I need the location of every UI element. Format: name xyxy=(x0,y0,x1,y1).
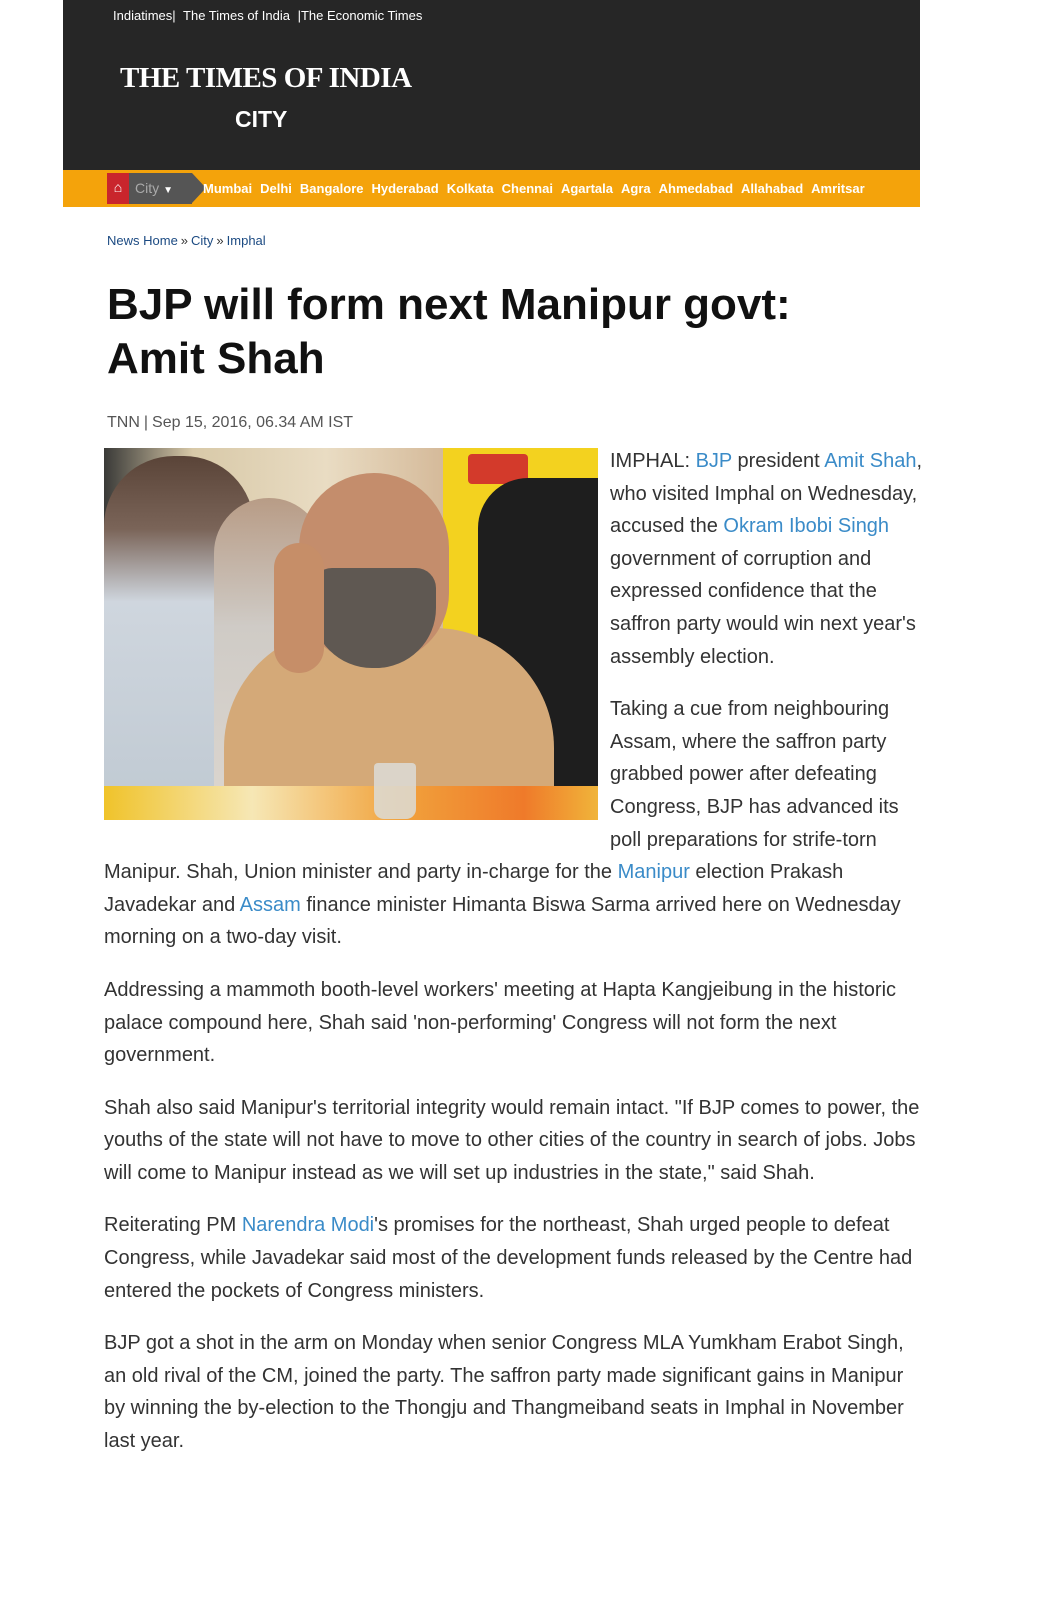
paragraph-4: Shah also said Manipur's territorial integrity would remain intact. "If BJP comes to power, the youths of the state will not have to move to other cities of the country in search of jobs. Jobs will come to Manipur instead as we will set up industries in the state," said Shah. xyxy=(104,1096,920,1184)
city-link-amritsar[interactable]: Amritsar xyxy=(811,181,865,196)
breadcrumb-city[interactable]: City xyxy=(191,233,214,248)
photo-flowers xyxy=(104,786,598,820)
city-link-delhi[interactable]: Delhi xyxy=(260,181,292,196)
article-title: BJP will form next Manipur govt: Amit Shah xyxy=(107,280,791,383)
text-span: IMPHAL: xyxy=(610,450,696,472)
breadcrumb-separator: » xyxy=(180,233,189,248)
city-link-bangalore[interactable]: Bangalore xyxy=(299,181,364,196)
article-photo[interactable] xyxy=(104,448,598,820)
city-dropdown-label: City xyxy=(135,180,160,196)
paragraph-5 xyxy=(104,1209,926,1307)
breadcrumb-imphal[interactable]: Imphal xyxy=(226,233,266,248)
paragraph-3: Addressing a mammoth booth-level workers' meeting at Hapta Kangjeibung in the historic palace compound here, Shah said 'non-performing' Congress will not form the next government. xyxy=(104,978,897,1067)
breadcrumb-separator: » xyxy=(216,233,224,248)
chevron-down-icon: ▼ xyxy=(163,185,174,196)
top-link-indiatimes[interactable]: Indiatimes| xyxy=(113,8,176,23)
top-link-et[interactable]: |The Economic Times xyxy=(297,8,423,23)
link-bjp[interactable]: BJP xyxy=(695,450,732,472)
city-link-chennai[interactable]: Chennai xyxy=(501,181,553,196)
top-link-toi[interactable]: The Times of India xyxy=(183,8,290,23)
link-assam[interactable]: Assam xyxy=(239,893,301,916)
city-link-mumbai[interactable]: Mumbai xyxy=(203,181,253,196)
article-source: TNN xyxy=(107,414,140,431)
photo-glass xyxy=(374,763,416,819)
city-links xyxy=(203,170,873,207)
site-header xyxy=(63,0,920,170)
city-navbar xyxy=(63,170,920,207)
text-span: 's promises for the northeast, Shah urged people to defeat Congress, while Javadekar said most of the development funds released by the Centre had entered the pockets of Congress ministers. xyxy=(104,1214,913,1302)
home-icon[interactable]: ⌂ xyxy=(107,173,129,204)
text-span: finance minister Himanta Biswa Sarma arrived here on Wednesday morning on a two-day visit. xyxy=(104,893,901,949)
link-narendra-modi[interactable]: Narendra Modi xyxy=(241,1214,375,1237)
link-amit-shah[interactable]: Amit Shah xyxy=(824,450,917,472)
link-manipur[interactable]: Manipur xyxy=(617,861,690,884)
text-span: election Prakash Javadekar and xyxy=(104,861,844,916)
section-title[interactable]: CITY xyxy=(235,106,288,132)
city-link-kolkata[interactable]: Kolkata xyxy=(446,181,494,196)
city-link-allahabad[interactable]: Allahabad xyxy=(741,181,804,196)
byline xyxy=(107,414,357,432)
article-body xyxy=(104,445,926,1478)
article-date: Sep 15, 2016, 06.34 AM IST xyxy=(152,414,354,431)
link-okram-ibobi-singh[interactable]: Okram Ibobi Singh xyxy=(723,515,890,538)
paragraph-6: BJP got a shot in the arm on Monday when senior Congress MLA Yumkham Erabot Singh, an old rival of the CM, joined the party. The saffron party made significant gains in Manipur by winning the by-election to the Thongju and Thangmeiband seats in Imphal in November last year. xyxy=(104,1332,904,1453)
text-span: Reiterating PM xyxy=(104,1214,242,1237)
text-span: government of corruption and expressed confidence that the saffron party would win next year's assembly election. xyxy=(610,547,916,668)
top-links xyxy=(113,8,426,23)
text-span: president xyxy=(731,450,825,472)
city-link-hyderabad[interactable]: Hyderabad xyxy=(371,181,439,196)
city-link-agartala[interactable]: Agartala xyxy=(560,181,613,196)
site-logo[interactable]: THE TIMES OF INDIA xyxy=(120,62,412,94)
city-dropdown[interactable] xyxy=(129,173,192,204)
city-link-agra[interactable]: Agra xyxy=(621,181,651,196)
byline-separator: | xyxy=(143,414,149,431)
text-span: , who visited Imphal on Wednesday, accused the xyxy=(610,450,923,538)
breadcrumb xyxy=(107,233,266,248)
photo-subject-hand xyxy=(274,543,324,673)
breadcrumb-news-home[interactable]: News Home xyxy=(107,233,178,248)
city-link-ahmedabad[interactable]: Ahmedabad xyxy=(658,181,734,196)
text-span: Taking a cue from neighbouring Assam, where the saffron party grabbed power after defeating Congress, BJP has advanced its poll preparations for strife-torn Manipur. Shah, Union minister and party in-charge for the xyxy=(104,698,899,884)
